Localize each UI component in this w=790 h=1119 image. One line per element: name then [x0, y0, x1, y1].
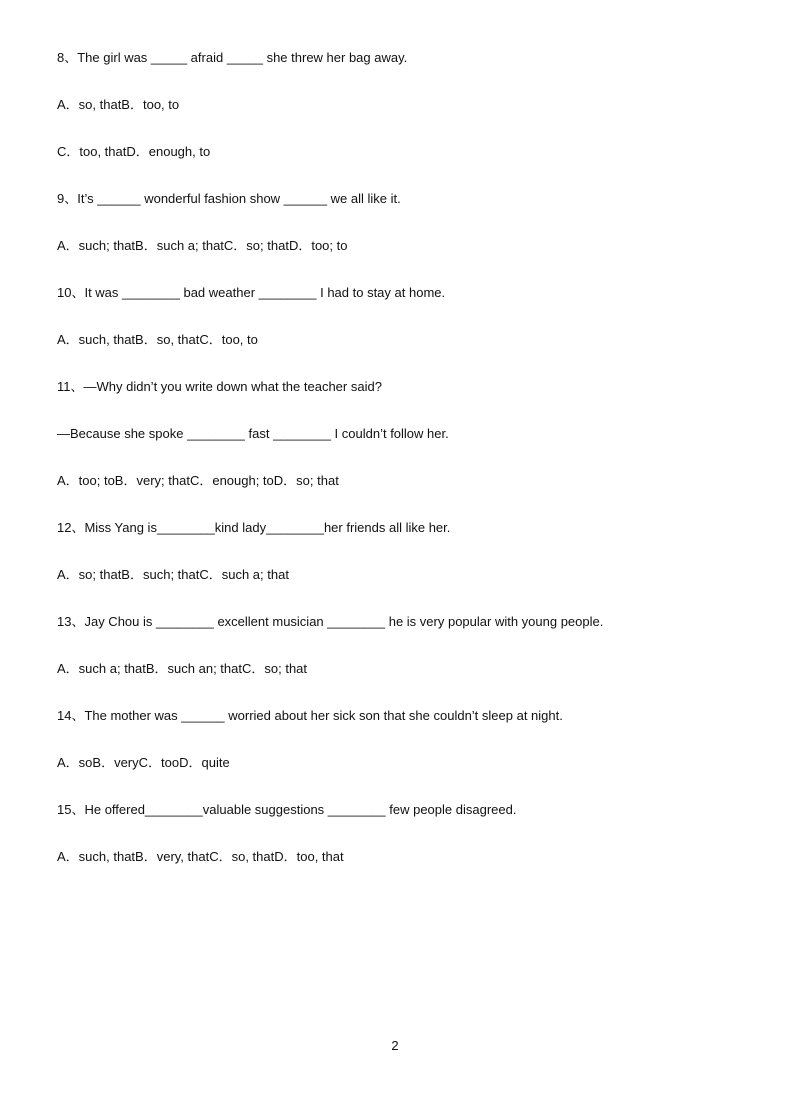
question-8-options-ab: A．so, thatB．too, to: [57, 97, 180, 112]
question-14-options: A．soB．veryC．tooD．quite: [57, 755, 230, 770]
page-number: 2: [391, 1038, 399, 1053]
question-8-options-cd: C．too, thatD．enough, to: [57, 144, 211, 159]
question-13-options: A．such a; thatB．such an; thatC．so; that: [57, 661, 308, 676]
question-11: 11、—Why didn’t you write down what the teacher said?: [57, 379, 382, 394]
question-12-options: A．so; thatB．such; thatC．such a; that: [57, 567, 289, 582]
question-10-options: A．such, thatB．so, thatC．too, to: [57, 332, 258, 347]
question-13: 13、Jay Chou is ________ excellent musician ________ he is very popular with young people.: [57, 614, 604, 629]
question-15: 15、He offered________valuable suggestions ________ few people disagreed.: [57, 802, 517, 817]
question-11-response: —Because she spoke ________ fast ________ I couldn’t follow her.: [57, 426, 449, 441]
question-14: 14、The mother was ______ worried about her sick son that she couldn’t sleep at night.: [57, 708, 563, 723]
question-11-options: A．too; toB．very; thatC．enough; toD．so; that: [57, 473, 339, 488]
question-9: 9、It’s ______ wonderful fashion show ______ we all like it.: [57, 191, 401, 206]
question-10: 10、It was ________ bad weather ________ I had to stay at home.: [57, 285, 446, 300]
question-list: [57, 48, 757, 894]
question-12: 12、Miss Yang is________kind lady________her friends all like her.: [57, 520, 451, 535]
question-8: 8、The girl was _____ afraid _____ she threw her bag away.: [57, 50, 408, 65]
question-15-options: A．such, thatB．very, thatC．so, thatD．too, that: [57, 849, 344, 864]
question-9-options: A．such; thatB．such a; thatC．so; thatD．too; to: [57, 238, 348, 253]
